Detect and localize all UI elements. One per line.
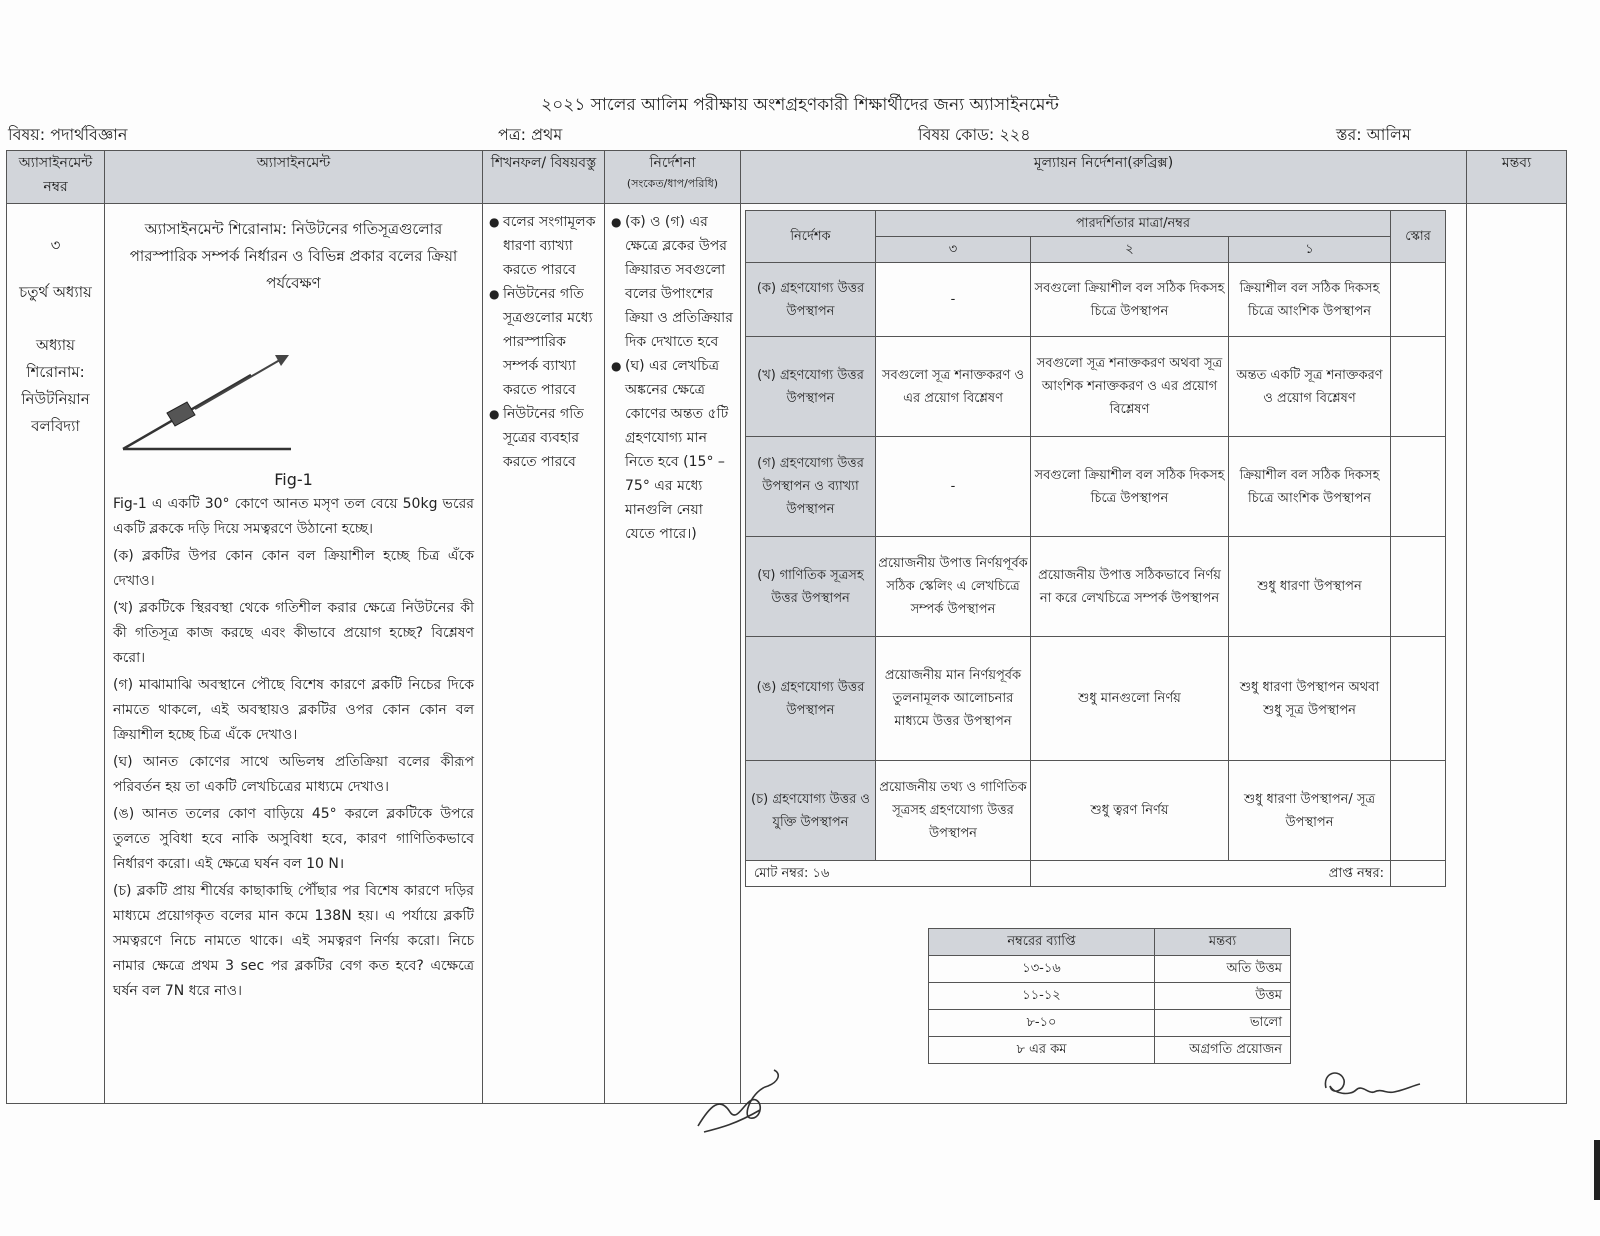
problem-statement: Fig-1 এ একটি 30° কোণে আনত মসৃণ তল বেয়ে 50kg ভরের একটি ব্লককে দড়ি দিয়ে সমত্বরণে উঠানো হচ্ছে। <box>113 496 474 537</box>
rubric-level2-text: সবগুলো ক্রিয়াশীল বল সঠিক দিকসহ চিত্রে উপস্থাপন <box>1031 437 1229 537</box>
rubric-criterion: (ঙ) গ্রহণযোগ্য উত্তর উপস্থাপন <box>746 637 876 761</box>
grade-row <box>929 1010 1291 1037</box>
assignment-cell <box>105 204 483 1104</box>
rubric-level1-text: ক্রিয়াশীল বল সঠিক দিকসহ চিত্রে আংশিক উপস্থাপন <box>1229 437 1391 537</box>
total-marks: মোট নম্বর: ১৬ <box>746 861 1031 887</box>
rubric-level2-text: প্রয়োজনীয় উপাত্ত সঠিকভাবে নির্ণয় না করে লেখচিত্রে সম্পর্ক উপস্থাপন <box>1031 537 1229 637</box>
question-uma: (ঙ) আনত তলের কোণ বাড়িয়ে 45° করলে ব্লকটিকে উপরে তুলতে সুবিধা হবে নাকি অসুবিধা হবে, কারণ গাণিতিকভাবে নির্ধারণ করো। এই ক্ষেত্রে ঘর্ষন বল 10 N। <box>113 806 474 872</box>
rubric-score <box>1391 537 1446 637</box>
rubric-criterion: (খ) গ্রহণযোগ্য উত্তর উপস্থাপন <box>746 337 876 437</box>
subject-code-label: বিষয় কোড: ২২৪ <box>918 125 1031 144</box>
question-ka: (ক) ব্লকটির উপর কোন কোন বল ক্রিয়াশীল হচ্ছে চিত্র এঁকে দেখাও। <box>113 548 474 589</box>
rubric-level3-text: প্রয়োজনীয় তথ্য ও গাণিতিক সূত্রসহ গ্রহণযোগ্য উত্তর উপস্থাপন <box>876 761 1031 861</box>
rubric-level2-text: শুধু মানগুলো নির্ণয় <box>1031 637 1229 761</box>
assignment-number-cell <box>7 204 105 1104</box>
instructions-cell <box>605 204 741 1104</box>
instructions-header-label: নির্দেশনা <box>649 155 696 171</box>
rubric-level2-text: শুধু ত্বরণ নির্ণয় <box>1031 761 1229 861</box>
obtained-marks: প্রাপ্ত নম্বর: <box>1031 861 1391 887</box>
rubric-score <box>1391 437 1446 537</box>
grade-row <box>929 1037 1291 1064</box>
rubric-score <box>1391 263 1446 337</box>
level-label: স্তর: আলিম <box>1336 125 1411 144</box>
grade-remark: ভালো <box>1155 1010 1291 1037</box>
bullet-icon: ● <box>489 215 500 229</box>
rubric-row <box>746 537 1446 637</box>
rubric-level1-text: শুধু ধারণা উপস্থাপন <box>1229 537 1391 637</box>
grade-range-table <box>928 928 1291 1064</box>
question-ga: (গ) মাঝামাঝি অবস্থানে পৌছে বিশেষ কারণে ব্লকটি নিচের দিকে নামতে থাকলে, এই অবস্থায়ও ব্লকটির ওপর কোন কোন বল ক্রিয়াশীল হচ্ছে চিত্র এঁকে দেখাও। <box>113 677 474 743</box>
rubric-total-row <box>746 861 1446 887</box>
grade-remark-header: মন্তব্য <box>1155 929 1291 956</box>
col-header-assignment: অ্যাসাইনমেন্ট <box>105 151 483 204</box>
learning-item: ● নিউটনের গতি সূত্রের ব্যবহার করতে পারবে <box>489 402 600 474</box>
grade-remark: অতি উত্তম <box>1155 956 1291 983</box>
learning-item: ● বলের সংগামূলক ধারণা ব্যাখ্যা করতে পারবে <box>489 210 600 282</box>
grade-remark: উত্তম <box>1155 983 1291 1010</box>
rubric-criterion: (ক) গ্রহণযোগ্য উত্তর উপস্থাপন <box>746 263 876 337</box>
rubric-level2-text: সবগুলো ক্রিয়াশীল বল সঠিক দিকসহ চিত্রে উপস্থাপন <box>1031 263 1229 337</box>
rubric-level3-text: প্রয়োজনীয় উপাত্ত নির্ণয়পূর্বক সঠিক স্কেলিং এ লেখচিত্রে সম্পর্ক উপস্থাপন <box>876 537 1031 637</box>
inclined-plane-diagram <box>113 297 475 472</box>
rubric-score <box>1391 337 1446 437</box>
grade-range: ৮-১০ <box>929 1010 1155 1037</box>
rubric-row <box>746 761 1446 861</box>
assignment-table <box>6 150 1567 1104</box>
rubric-criterion-header: নির্দেশক <box>746 211 876 263</box>
grade-range: ১১-১২ <box>929 983 1155 1010</box>
rubric-level2-text: সবগুলো সূত্র শনাক্তকরণ অথবা সূত্র আংশিক শনাক্তকরণ ও এর প্রয়োগ বিশ্লেষণ <box>1031 337 1229 437</box>
question-cha: (চ) ব্লকটি প্রায় শীর্ষের কাছাকাছি পৌঁছার পর বিশেষ কারণে দড়ির মাধ্যমে প্রয়োগকৃত বলের মান কমে 138N হয়। এ পর্যায়ে ব্লকটি সমত্বরণে নিচে নামতে থাকে। এই সমত্বরণ নির্ণয় করো। নিচে নামার ক্ষেত্রে প্রথম 3 sec পর ব্লকটির বেগ কত হবে? এক্ষেত্রে ঘর্ষন বল 7N ধরে নাও। <box>113 883 474 999</box>
col-header-number: অ্যাসাইনমেন্ট নম্বর <box>7 151 105 204</box>
figure-label: Fig-1 <box>274 470 313 489</box>
col-header-rubric: মূল্যায়ন নির্দেশনা(রুব্রিক্স) <box>741 151 1467 204</box>
grade-row <box>929 956 1291 983</box>
chapter-label: চতুর্থ অধ্যায় <box>19 283 92 301</box>
subject-label: বিষয়: পদার্থবিজ্ঞান <box>8 125 128 144</box>
rubric-row <box>746 437 1446 537</box>
grade-range-header: নম্বরের ব্যাপ্তি <box>929 929 1155 956</box>
rubric-criterion: (ঘ) গাণিতিক সূত্রসহ উত্তর উপস্থাপন <box>746 537 876 637</box>
signature-right <box>1316 1064 1426 1106</box>
rubric-row <box>746 337 1446 437</box>
col-header-learning: শিখনফল/ বিষয়বস্তু <box>483 151 605 204</box>
bullet-icon: ● <box>489 407 500 421</box>
rubric-level-header: পারদর্শিতার মাত্রা/নম্বর <box>876 211 1391 237</box>
page-title: ২০২১ সালের আলিম পরীক্ষায় অংশগ্রহণকারী শিক্ষার্থীদের জন্য অ্যাসাইনমেন্ট <box>541 95 1059 115</box>
assignment-number: ৩ <box>50 236 61 254</box>
bullet-icon: ● <box>611 215 622 229</box>
grade-row <box>929 983 1291 1010</box>
instruction-item: ● (ঘ) এর লেখচিত্র অঙ্কনের ক্ষেত্রে কোণের অন্তত ৫টি গ্রহণযোগ্য মান নিতে হবে (15° – 75° এর মধ্যে মানগুলি নেয়া যেতে পারে।) <box>611 354 736 546</box>
paper-label: পত্র: প্রথম <box>498 125 563 144</box>
rubric-row <box>746 263 1446 337</box>
rubric-score <box>1391 761 1446 861</box>
rubric-level1-text: শুধু ধারণা উপস্থাপন/ সূত্র উপস্থাপন <box>1229 761 1391 861</box>
rubric-criterion: (গ) গ্রহণযোগ্য উত্তর উপস্থাপন ও ব্যাখ্যা উপস্থাপন <box>746 437 876 537</box>
learning-item: ● নিউটনের গতি সূত্রগুলোর মধ্যে পারস্পারিক সম্পর্ক ব্যাখ্যা করতে পারবে <box>489 282 600 402</box>
bullet-icon: ● <box>611 359 622 373</box>
rubric-row <box>746 637 1446 761</box>
grade-range: ৮ এর কম <box>929 1037 1155 1064</box>
instruction-item: ● (ক) ও (গ) এর ক্ষেত্রে ব্লকের উপর ক্রিয়ারত সবগুলো বলের উপাংশের ক্রিয়া ও প্রতিক্রিয়ার দিক দেখাতে হবে <box>611 210 736 354</box>
obtained-marks-value <box>1391 861 1446 887</box>
rubric-table <box>745 210 1446 887</box>
rubric-level1-text: শুধু ধারণা উপস্থাপন অথবা শুধু সূত্র উপস্থাপন <box>1229 637 1391 761</box>
col-header-remarks: মন্তব্য <box>1467 151 1567 204</box>
scan-edge-shadow <box>1594 1140 1600 1200</box>
rubric-score-header: স্কোর <box>1391 211 1446 263</box>
rubric-level3-text: - <box>876 437 1031 537</box>
rubric-level-1: ১ <box>1229 237 1391 263</box>
figure-1 <box>113 297 474 472</box>
assignment-heading: অ্যাসাইনমেন্ট শিরোনাম: নিউটনের গতিসূত্রগুলোর পারস্পারিক সম্পর্ক নির্ধারন ও বিভিন্ন প্রকার বলের ক্রিয়া পর্যবেক্ষণ <box>129 220 458 292</box>
question-kha: (খ) ব্লকটিকে স্থিরবস্থা থেকে গতিশীল করার ক্ষেত্রে নিউটনের কী কী গতিসূত্র কাজ করছে এবং কীভাবে প্রয়োগ হচ্ছে? বিশ্লেষণ করো। <box>113 600 474 666</box>
signature-left <box>690 1066 790 1138</box>
question-gha: (ঘ) আনত কোণের সাথে অভিলম্ব প্রতিক্রিয়া বলের কীরূপ পরিবর্তন হয় তা একটি লেখচিত্রের মাধ্যমে দেখাও। <box>113 754 474 795</box>
rubric-level1-text: ক্রিয়াশীল বল সঠিক দিকসহ চিত্রে আংশিক উপস্থাপন <box>1229 263 1391 337</box>
rubric-level3-text: প্রয়োজনীয় মান নির্ণয়পূর্বক তুলনামূলক আলোচনার মাধ্যমে উত্তর উপস্থাপন <box>876 637 1031 761</box>
rubric-level-3: ৩ <box>876 237 1031 263</box>
learning-outcomes-cell <box>483 204 605 1104</box>
rubric-level3-text: সবগুলো সূত্র শনাক্তকরণ ও এর প্রয়োগ বিশ্লেষণ <box>876 337 1031 437</box>
rubric-level-2: ২ <box>1031 237 1229 263</box>
rubric-level1-text: অন্তত একটি সূত্র শনাক্তকরণ ও প্রয়োগ বিশ্লেষণ <box>1229 337 1391 437</box>
col-header-instructions <box>605 151 741 204</box>
rubric-score <box>1391 637 1446 761</box>
rubric-criterion: (চ) গ্রহণযোগ্য উত্তর ও যুক্তি উপস্থাপন <box>746 761 876 861</box>
grade-remark: অগ্রগতি প্রয়োজন <box>1155 1037 1291 1064</box>
bullet-icon: ● <box>489 287 500 301</box>
chapter-title-label: অধ্যায় শিরোনাম: <box>26 336 85 381</box>
instructions-header-sub: (সংকেত/ধাপ/পরিধি) <box>626 177 719 190</box>
rubric-level3-text: - <box>876 263 1031 337</box>
grade-range: ১৩-১৬ <box>929 956 1155 983</box>
remarks-cell <box>1467 204 1567 1104</box>
chapter-title: নিউটনিয়ান বলবিদ্যা <box>21 390 90 435</box>
